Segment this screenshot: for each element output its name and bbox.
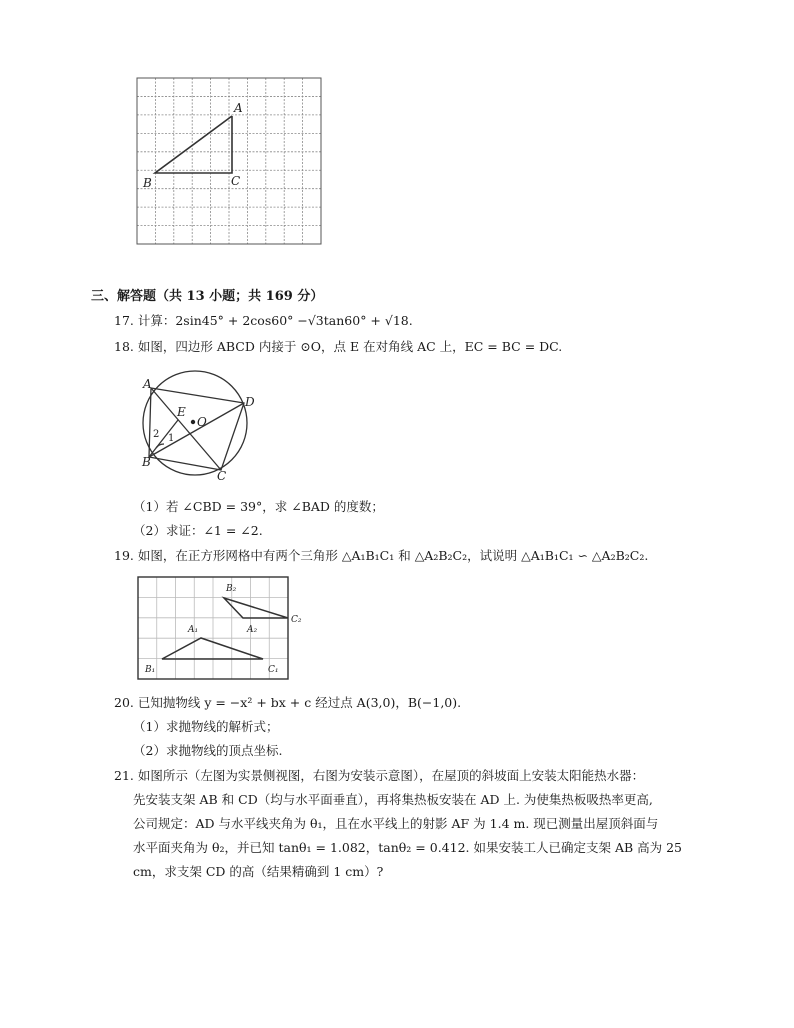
- label-c: C: [217, 469, 227, 483]
- label-a: A: [234, 101, 243, 115]
- question-19: 19. 如图，在正方形网格中有两个三角形 △A₁B₁C₁ 和 △A₂B₂C₂，试说明 △A₁B₁C₁ ∽ △A₂B₂C₂.: [114, 548, 649, 563]
- q18-part-2: （2）求证：∠1 = ∠2.: [133, 523, 263, 538]
- label-d: D: [245, 395, 255, 409]
- question-17: 17. 计算：2sin45° + 2cos60° −√3tan60° + √18.: [114, 313, 413, 328]
- triangle-a2b2c2: [224, 598, 288, 618]
- label-c: C: [231, 174, 241, 188]
- q18-part-1: （1）若 ∠CBD = 39°，求 ∠BAD 的度数；: [133, 499, 384, 514]
- label-a2: A₂: [247, 625, 258, 635]
- label-b2: B₂: [226, 584, 237, 594]
- triangle-a1b1c1: [162, 638, 263, 659]
- question-21: 21. 如图所示（左图为实景侧视图，右图为安装示意图），在屋顶的斜坡面上安装太阳能热水器：: [114, 768, 645, 783]
- label-b: B: [142, 455, 151, 469]
- grid-lines: [138, 577, 288, 679]
- q20-part-1: （1）求抛物线的解析式；: [133, 719, 279, 734]
- label-b1: B₁: [145, 665, 156, 675]
- q21-line-1: 先安装支架 AB 和 CD（均与水平面垂直），再将集热板安装在 AD 上. 为使集热板吸热率更高,: [133, 792, 653, 807]
- question-20: 20. 已知抛物线 y = −x² + bx + c 经过点 A(3,0)，B(−1,0).: [114, 695, 462, 710]
- label-b: B: [143, 176, 152, 190]
- label-a1: A₁: [188, 625, 199, 635]
- question-18: 18. 如图，四边形 ABCD 内接于 ⊙O，点 E 在对角线 AC 上，EC = BC = DC.: [114, 339, 563, 354]
- q21-line-3: 水平面夹角为 θ₂，并已知 tanθ₁ = 1.082，tanθ₂ = 0.412. 如果安装工人已确定支架 AB 高为 25: [133, 840, 683, 855]
- angle-1-label: 1: [168, 433, 175, 444]
- label-a: A: [143, 377, 152, 391]
- section-title: 三、解答题（共 13 小题；共 169 分）: [91, 289, 324, 304]
- q20-part-2: （2）求抛物线的顶点坐标.: [133, 743, 283, 758]
- angle-2-label: 2: [153, 429, 160, 440]
- label-e: E: [177, 405, 186, 419]
- q21-line-2: 公司规定：AD 与水平线夹角为 θ₁，且在水平线上的射影 AF 为 1.4 m. 现已测量出屋顶斜面与: [133, 816, 659, 831]
- label-o: O: [197, 415, 207, 429]
- label-c2: C₂: [291, 615, 302, 625]
- q21-line-4: cm，求支架 CD 的高（结果精确到 1 cm）?: [133, 864, 384, 879]
- label-c1: C₁: [268, 665, 279, 675]
